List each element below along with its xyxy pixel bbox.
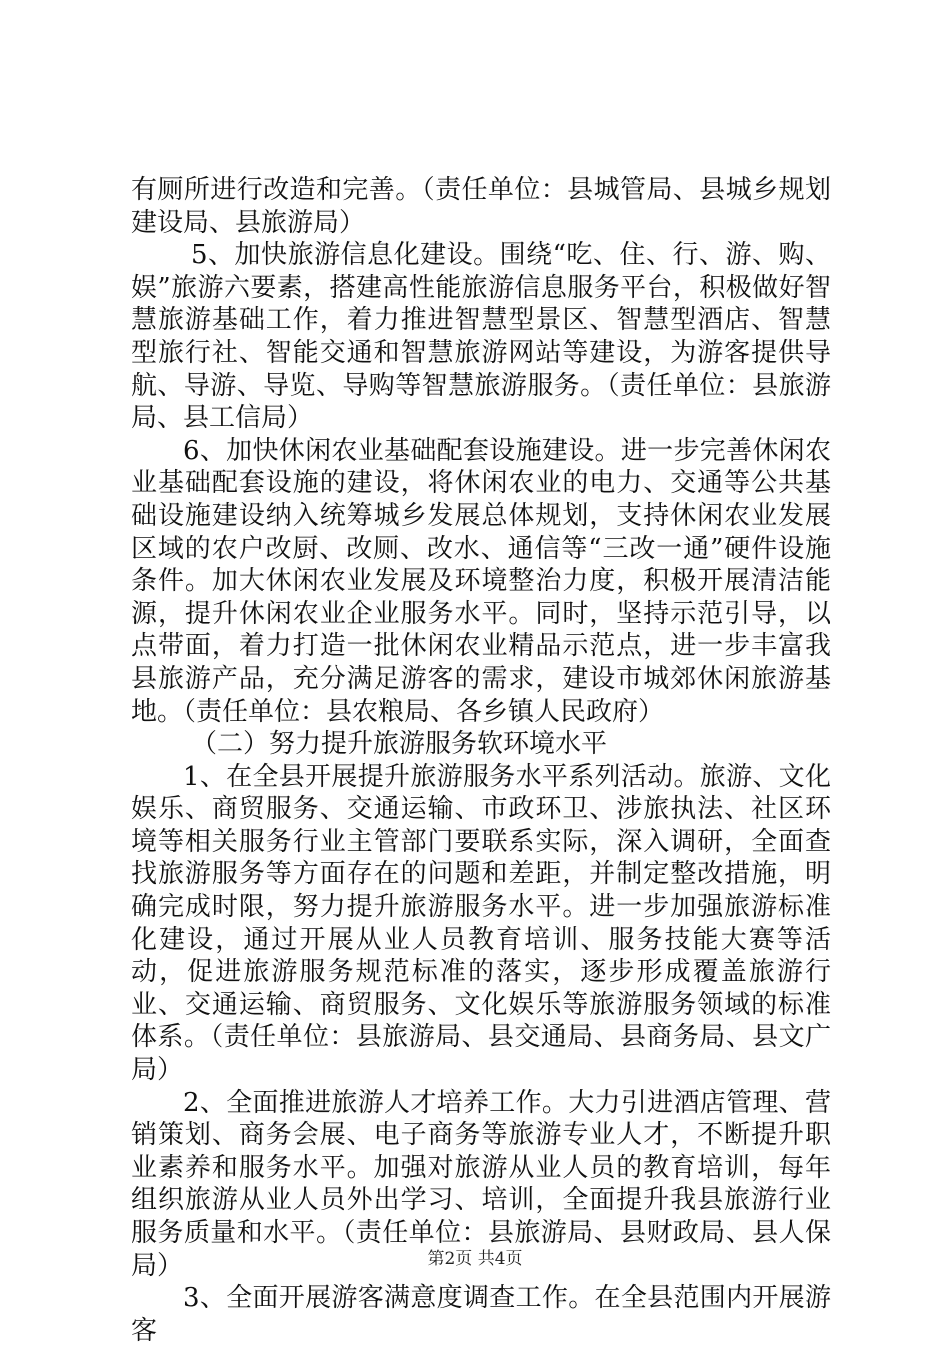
paragraph-item-1: 1、在全县开展提升旅游服务水平系列活动。旅游、文化娱乐、商贸服务、交通运输、市政环卫、涉旅执法、社区环境等相关服务行业主管部门要联系实际，深入调研，全面查找旅游服务等方面存在的问题和差距，并制定整改措施，明确完成时限，努力提升旅游服务水平。进一步加强旅游标准化建设，通过开展从业人员教育培训、服务技能大赛等活动，促进旅游服务规范标准的落实，逐步形成覆盖旅游行业、交通运输、商贸服务、文化娱乐等旅游服务领域的标准体系。（责任单位：县旅游局、县交通局、县商务局、县文广局） xyxy=(131,761,831,1086)
paragraph-continuation: 有厕所进行改造和完善。（责任单位：县城管局、县城乡规划建设局、县旅游局） xyxy=(131,175,831,238)
paragraph-item-6: 6、加快休闲农业基础配套设施建设。进一步完善休闲农业基础配套设施的建设，将休闲农业的电力、交通等公共基础设施建设纳入统筹城乡发展总体规划，支持休闲农业发展区域的农户改厨、改厕、改水、通信等“三改一通”硬件设施条件。加大休闲农业发展及环境整治力度，积极开展清洁能源，提升休闲农业企业服务水平。同时，坚持示范引导，以点带面，着力打造一批休闲农业精品示范点，进一步丰富我县旅游产品，充分满足游客的需求，建设市城郊休闲旅游基地。（责任单位：县农粮局、各乡镇人民政府） xyxy=(131,435,831,727)
page-number-footer: 第2页 共4页 xyxy=(427,1249,523,1269)
paragraph-item-3: 3、全面开展游客满意度调查工作。在全县范围内开展游客 xyxy=(131,1283,831,1346)
document-body xyxy=(131,174,831,1347)
section-heading: （二）努力提升旅游服务软环境水平 xyxy=(191,729,608,760)
paragraph-item-5: 5、加快旅游信息化建设。围绕“吃、住、行、游、购、娱”旅游六要素，搭建高性能旅游信息服务平台，积极做好智慧旅游基础工作，着力推进智慧型景区、智慧型酒店、智慧型旅行社、智能交通和智慧旅游网站等建设，为游客提供导航、导游、导览、导购等智慧旅游服务。（责任单位：县旅游局、县工信局） xyxy=(131,240,831,434)
paragraph-item-2: 2、全面推进旅游人才培养工作。大力引进酒店管理、营销策划、商务会展、电子商务等旅游专业人才，不断提升职业素养和服务水平。加强对旅游从业人员的教育培训，每年组织旅游从业人员外出学习、培训，全面提升我县旅游行业服务质量和水平。（责任单位：县旅游局、县财政局、县人保局） xyxy=(131,1087,831,1281)
